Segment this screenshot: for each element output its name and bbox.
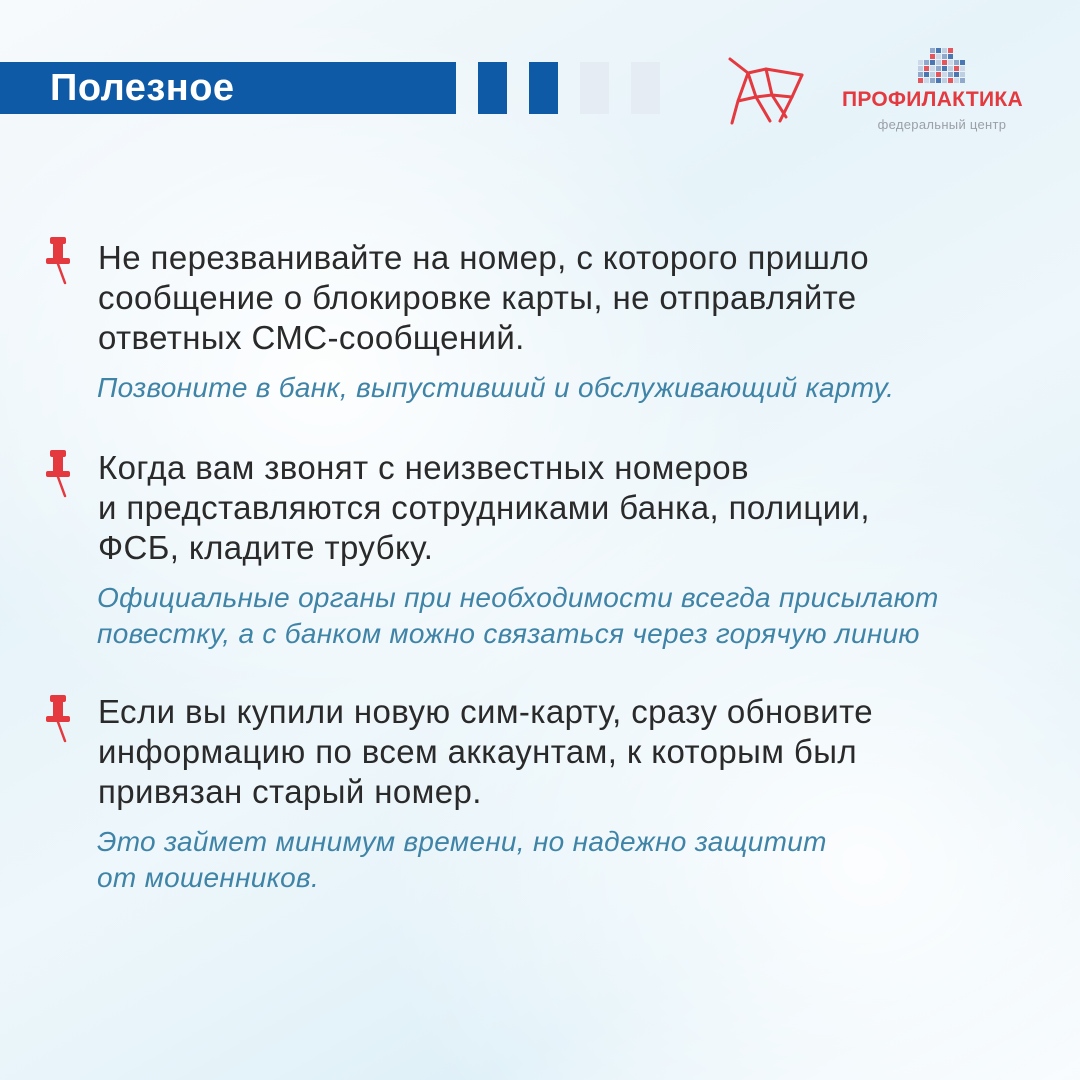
item-text: Когда вам звонят с неизвестных номеров и представляются сотрудниками банка, полиции, ФСБ, кладите трубку. bbox=[98, 449, 870, 566]
page-title: Полезное bbox=[50, 67, 235, 109]
decorative-stripe bbox=[580, 62, 609, 114]
item-note: Позвоните в банк, выпустивший и обслуживающий карту. bbox=[97, 372, 895, 403]
logo-squares-icon bbox=[918, 48, 966, 84]
item-text: Не перезванивайте на номер, с которого пришло сообщение о блокировке карты, не отправляйте ответных СМС-сообщений. bbox=[98, 239, 869, 356]
item-text: Если вы купили новую сим-карту, сразу обновите информацию по всем аккаунтам, к которым был привязан старый номер. bbox=[98, 693, 874, 810]
decorative-stripe bbox=[529, 62, 558, 114]
pushpin-icon bbox=[40, 446, 76, 502]
decorative-stripe bbox=[478, 62, 507, 114]
logo-subtitle: федеральный центр bbox=[877, 117, 1007, 132]
logo-name: ПРОФИЛАКТИКА bbox=[842, 88, 1023, 111]
emblem-icon bbox=[726, 55, 808, 127]
pushpin-icon bbox=[40, 233, 76, 289]
item-note: Это займет минимум времени, но надежно защитит от мошенников. bbox=[97, 826, 827, 893]
item-note: Официальные органы при необходимости всегда присылают повестку, а с банком можно связаться через горячую линию bbox=[97, 582, 939, 649]
pushpin-icon bbox=[40, 691, 76, 747]
decorative-stripe bbox=[631, 62, 660, 114]
